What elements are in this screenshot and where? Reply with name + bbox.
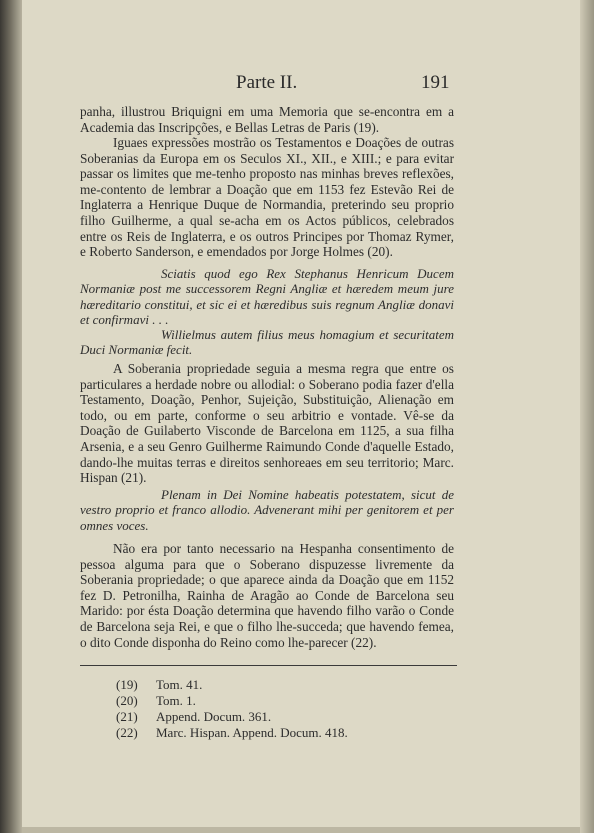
- footnote-mark: (19): [116, 677, 138, 692]
- footnote-mark: (22): [116, 725, 138, 740]
- footnotes: [116, 677, 416, 741]
- footnote: [116, 677, 416, 693]
- page-bottom-edge: [22, 827, 580, 833]
- footnote-mark: (20): [116, 693, 138, 708]
- running-title: Parte II.: [236, 72, 298, 93]
- body-paragraph: panha, illustrou Briquigni em uma Memoria que se-encontra em a Academia das Inscripções, e Bellas Letras de Paris (19).: [80, 104, 454, 135]
- latin-quotation: Sciatis quod ego Rex Stephanus Henricum Ducem Normaniæ post me successorem Regni Angliæ et hæredem meum jure hæreditario constitui, et sic ei et hæredibus suis regnum Angliæ donavi et confirmavi . . .: [80, 266, 454, 328]
- book-binding-shadow: [0, 0, 22, 833]
- footnote-text: Tom. 41.: [156, 677, 203, 692]
- body-paragraph: Iguaes expressões mostrão os Testamentos e Doações de outras Soberanias da Europa em os Seculos XI., XII., e XIII.; e para evitar passar os limites que me-tenho proposto nas minhas breves reflexões, me-contento de lembrar a Doação que em 1153 fez Estevão Rei de Inglaterra a Henrique Duque de Normandia, preterindo seu proprio filho Guilherme, a qual se-acha em os Actos públicos, celebrados entre os Reis de Inglaterra, e os outros Principes por Thomaz Rymer, e Roberto Sanderson, e emendados por Jorge Holmes (20).: [80, 135, 454, 260]
- body-paragraph: Não era por tanto necessario na Hespanha consentimento de pessoa alguma para que o Soberano dispuzesse livremente da Soberania propriedade; o que aparece ainda da Doação que em 1152 fez D. Petronilha, Rainha de Aragão ao Conde de Barcelona seu Marido: por ésta Doação determina que havendo filho varão o Conde de Barcelona seja Rei, e que o filho lhe-succeda; que havendo femea, o dito Conde disponha do Reino como lhe-parecer (22).: [80, 541, 454, 650]
- footnote-mark: (21): [116, 709, 138, 724]
- footnote-text: Marc. Hispan. Append. Docum. 418.: [156, 725, 348, 740]
- footnote: [116, 709, 416, 725]
- footnote-rule: [80, 665, 457, 666]
- latin-quotation: Willielmus autem filius meus homagium et securitatem Duci Normaniæ fecit.: [80, 327, 454, 358]
- latin-quotation: Plenam in Dei Nomine habeatis potestatem, sicut de vestro proprio et franco allodio. Advenerant mihi per genitorem et per omnes voces.: [80, 487, 454, 533]
- running-head: [0, 72, 594, 100]
- footnote: [116, 725, 416, 741]
- page-number: 191: [421, 72, 450, 93]
- footnote-text: Append. Docum. 361.: [156, 709, 272, 724]
- footnote: [116, 693, 416, 709]
- page-edge: [580, 0, 594, 833]
- body-paragraph: A Soberania propriedade seguia a mesma regra que entre os particulares a herdade nobre ou allodial: o Soberano podia fazer d'ella Testamento, Doação, Penhor, Sujeição, Substituição, Alienação em todo, ou em parte, conforme o seu arbitrio e vontade. Vê-se da Doação de Guilaberto Visconde de Barcelona em 1125, a sua filha Arsenia, e a seu Genro Guilherme Raimundo Conde d'aquelle Estado, dando-lhe muitas terras e direitos senhoreaes em seu territorio; Marc. Hispan (21).: [80, 361, 454, 486]
- footnote-text: Tom. 1.: [156, 693, 196, 708]
